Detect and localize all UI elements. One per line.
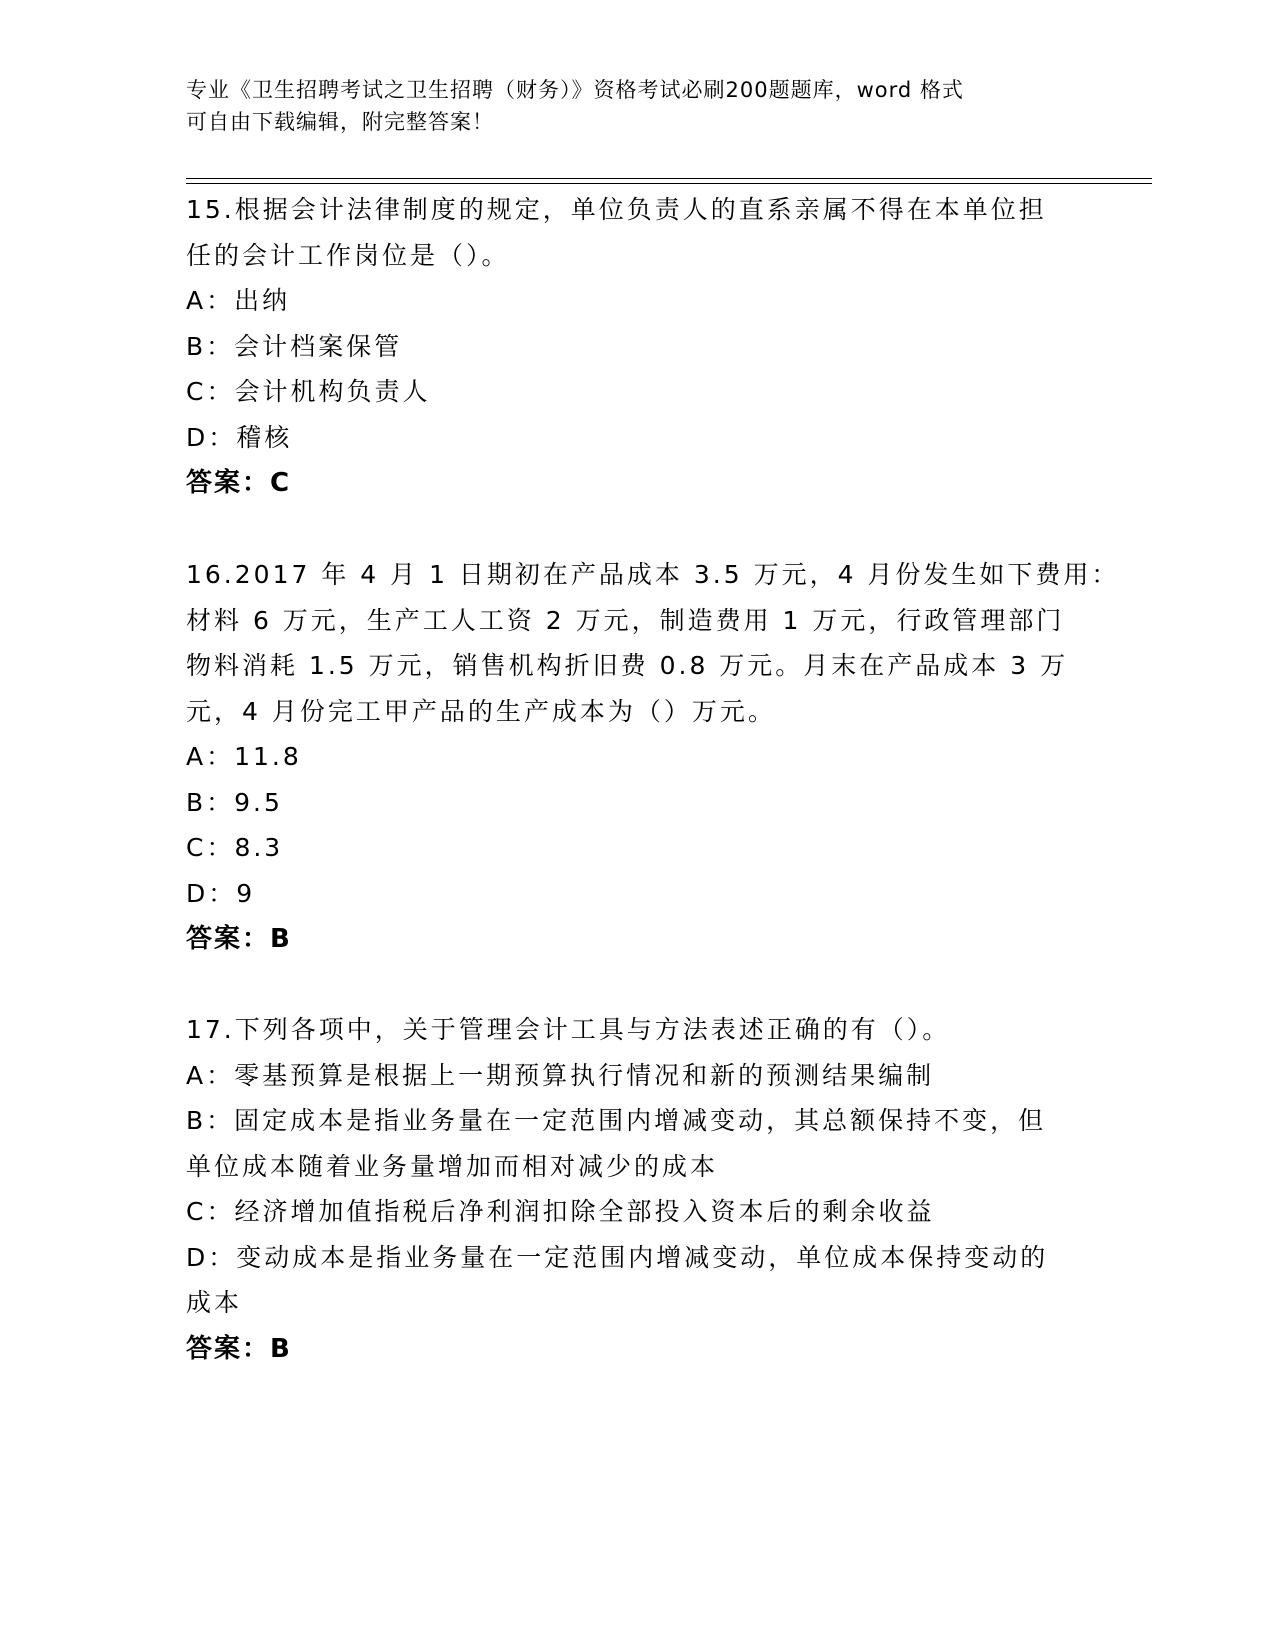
- header-line-1: 专业《卫生招聘考试之卫生招聘（财务）》资格考试必刷200题题库，word 格式: [186, 78, 964, 102]
- answer-label: 答案：B: [186, 924, 292, 954]
- option-d-continued: 成本: [186, 1288, 243, 1317]
- option-b: B：会计档案保管: [186, 331, 403, 361]
- document-header: [186, 74, 1066, 138]
- option-b: B：固定成本是指业务量在一定范围内增减变动，其总额保持不变，但: [186, 1106, 1047, 1135]
- header-divider-top: [186, 178, 1152, 179]
- option-d: D：稽核: [186, 422, 293, 452]
- option-c: C：8.3: [186, 833, 284, 862]
- question-text-line: 物料消耗 1.5 万元，销售机构折旧费 0.8 万元。月末在产品成本 3 万: [186, 651, 1069, 680]
- answer-label: 答案：C: [186, 468, 292, 498]
- answer-label: 答案：B: [186, 1333, 292, 1364]
- question-15: [186, 187, 1086, 506]
- header-line-2: 可自由下载编辑，附完整答案！: [186, 110, 494, 134]
- question-text-line: 16.2017 年 4 月 1 日期初在产品成本 3.5 万元，4 月份发生如下费用：: [186, 560, 1120, 589]
- question-17: [186, 1007, 1086, 1372]
- option-b: B：9.5: [186, 787, 283, 817]
- option-b-continued: 单位成本随着业务量增加而相对减少的成本: [186, 1151, 719, 1181]
- option-d: D：9: [186, 878, 256, 908]
- header-divider-bottom: [186, 183, 1152, 184]
- option-a: A：出纳: [186, 286, 291, 315]
- option-a: A：零基预算是根据上一期预算执行情况和新的预测结果编制: [186, 1060, 935, 1090]
- question-text-line: 15.根据会计法律制度的规定，单位负责人的直系亲属不得在本单位担: [186, 195, 1047, 224]
- option-d: D：变动成本是指业务量在一定范围内增减变动，单位成本保持变动的: [186, 1242, 1049, 1272]
- option-c: C：会计机构负责人: [186, 377, 431, 406]
- question-text-line: 17.下列各项中，关于管理会计工具与方法表述正确的有（）。: [186, 1015, 951, 1044]
- question-text-line: 元，4 月份完工甲产品的生产成本为（）万元。: [186, 696, 776, 726]
- option-c: C：经济增加值指税后净利润扣除全部投入资本后的剩余收益: [186, 1197, 935, 1226]
- question-text-line: 材料 6 万元，生产工人工资 2 万元，制造费用 1 万元，行政管理部门: [186, 605, 1065, 635]
- question-text-line: 任的会计工作岗位是（）。: [186, 240, 510, 270]
- option-a: A：11.8: [186, 742, 302, 771]
- question-16: [186, 552, 1120, 962]
